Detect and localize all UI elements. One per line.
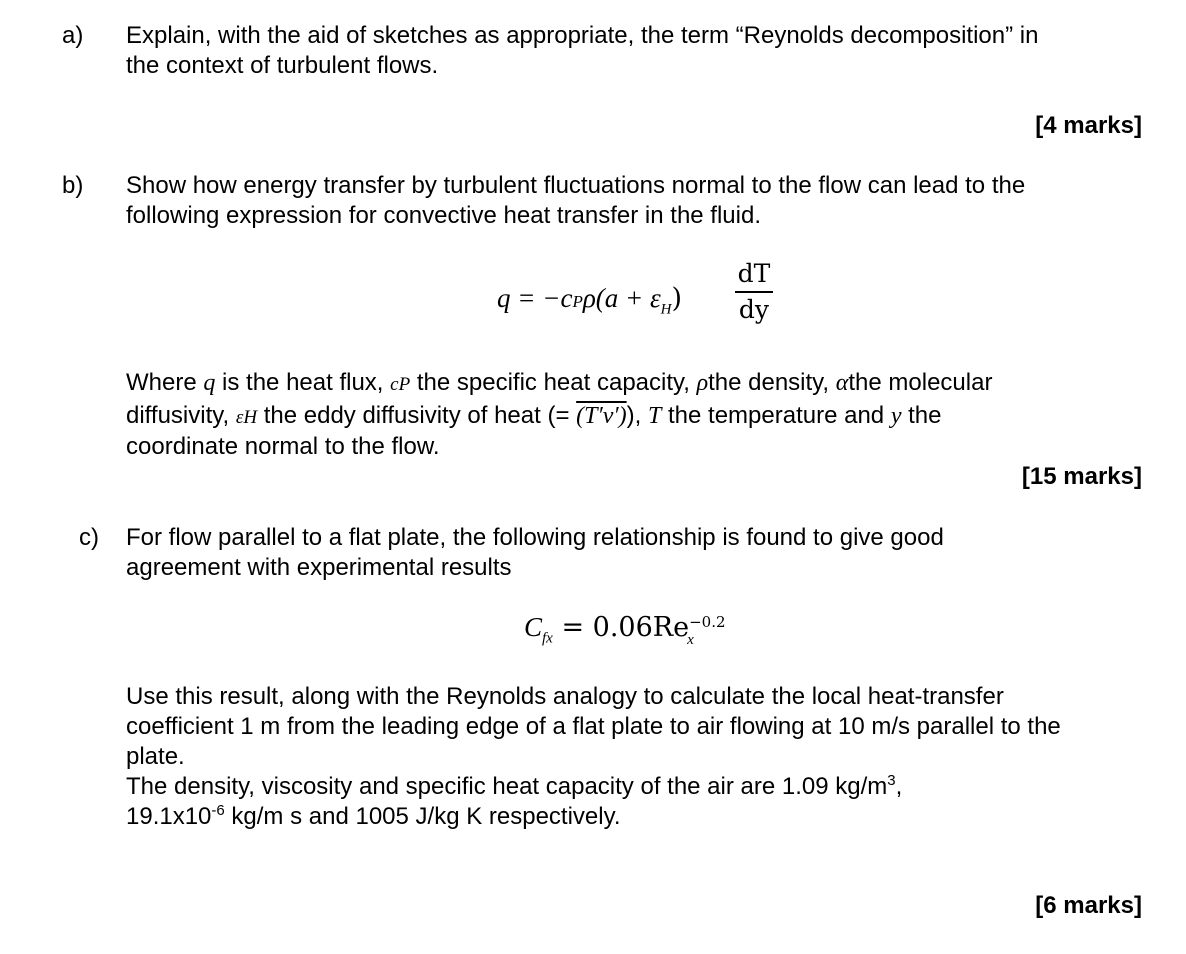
part-b-marker: b) — [62, 172, 84, 199]
part-c-body-5 — [126, 802, 621, 832]
eq-cp-sub: P — [572, 292, 583, 311]
symbol-eps-h: εH — [235, 407, 258, 428]
eq-frac-denominator: dy — [738, 295, 770, 324]
where-text: ), — [626, 402, 642, 429]
viscosity-exponent: -6 — [211, 802, 225, 819]
symbol-t: T — [647, 403, 662, 429]
where-text: the eddy diffusivity of heat (= — [263, 402, 570, 429]
where-text: the — [908, 402, 942, 429]
part-c-body-2: coefficient 1 m from the leading edge of a flat plate to air flowing at 10 m/s parallel to the — [126, 713, 1061, 740]
part-a-marks: [4 marks] — [1035, 112, 1142, 139]
part-b-where-line-1 — [126, 368, 992, 400]
symbol-rho: ρ — [696, 370, 709, 396]
part-b-line-1: Show how energy transfer by turbulent fluctuations normal to the flow can lead to the — [126, 172, 1026, 199]
symbol-y: y — [890, 403, 902, 429]
eq-c: C — [524, 612, 543, 642]
symbol-q: q — [203, 370, 216, 396]
part-a-line-1: Explain, with the aid of sketches as appropriate, the term “Reynolds decomposition” in — [126, 22, 1039, 49]
where-text: the density, — [708, 369, 830, 396]
eq-lhs: q = −c — [497, 283, 573, 313]
part-b-marks: [15 marks] — [1021, 463, 1142, 490]
part-c-line-1: For flow parallel to a flat plate, the following relationship is found to give good — [126, 524, 944, 551]
symbol-alpha: α — [835, 370, 849, 396]
part-c-line-2: agreement with experimental results — [126, 554, 512, 581]
part-b-where-line-3: coordinate normal to the flow. — [126, 433, 440, 460]
eq-equals-value: = 0.06Re — [561, 612, 690, 643]
part-b-where-line-2 — [126, 401, 942, 433]
heat-flux-equation — [497, 283, 683, 318]
eq-c-sub: fx — [542, 630, 553, 647]
friction-coefficient-equation: $C_{fx} = 0.06Re$ −0.2 x — [524, 612, 726, 648]
eq-frac-bar — [735, 291, 773, 293]
part-c-marks: [6 marks] — [1035, 892, 1142, 919]
where-text: the molecular — [848, 369, 993, 396]
where-text: is the heat flux, — [222, 369, 384, 396]
part-b-line-2: following expression for convective heat transfer in the fluid. — [126, 202, 762, 229]
where-text: the specific heat capacity, — [416, 369, 690, 396]
comma: , — [895, 773, 903, 800]
part-a-marker: a) — [62, 22, 84, 49]
eq-eps-sub: H — [660, 301, 672, 318]
part-a-line-2: the context of turbulent flows. — [126, 52, 439, 79]
symbol-cp: cP — [390, 374, 411, 395]
symbol-tv-average: (T′v′) — [576, 403, 627, 429]
cubic-exponent: 3 — [887, 772, 896, 789]
part-c-body-4 — [126, 772, 902, 802]
where-text: the temperature and — [668, 402, 885, 429]
part-c-body-1: Use this result, along with the Reynolds analogy to calculate the local heat-transfer — [126, 683, 1004, 710]
eq-fraction — [735, 259, 773, 325]
where-text: diffusivity, — [126, 402, 230, 429]
part-c-marker: c) — [79, 524, 99, 551]
where-text: Where — [126, 369, 197, 396]
eq-frac-numerator: dT — [737, 259, 771, 288]
air-density-text: The density, viscosity and specific heat capacity of the air are 1.09 kg/m — [126, 773, 888, 800]
eq-close-paren: ) — [671, 283, 683, 314]
part-c-body-3: plate. — [126, 743, 185, 770]
eq-rhs-mid: ρ(a + ε — [582, 283, 661, 313]
viscosity-units-text: kg/m s and 1005 J/kg K respectively. — [224, 803, 621, 830]
viscosity-mantissa: 19.1x10 — [126, 803, 212, 830]
